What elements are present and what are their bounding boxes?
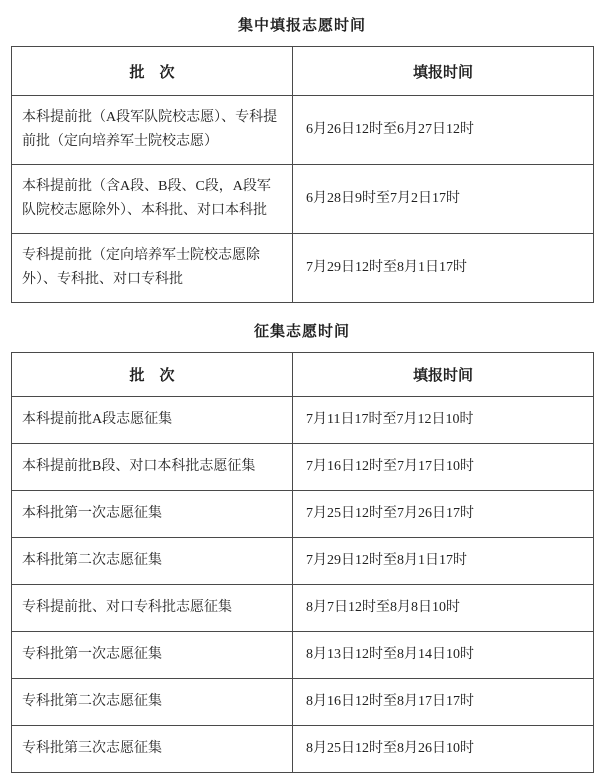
time-column-header: 填报时间 <box>293 353 594 397</box>
table-row <box>12 234 594 303</box>
collection-filling-table <box>11 352 594 773</box>
time-cell: 7月11日17时至7月12日10时 <box>293 397 594 444</box>
batch-cell: 专科批第三次志愿征集 <box>12 726 293 773</box>
header-row <box>12 47 594 96</box>
centralized-filling-title: 集中填报志愿时间 <box>237 18 366 34</box>
table-row <box>12 726 594 773</box>
table-row <box>12 585 594 632</box>
time-cell: 7月29日12时至8月1日17时 <box>293 538 594 585</box>
time-cell: 8月13日12时至8月14日10时 <box>293 632 594 679</box>
table-row <box>12 632 594 679</box>
batch-cell: 本科批第二次志愿征集 <box>12 538 293 585</box>
time-column-header: 填报时间 <box>293 47 594 96</box>
batch-cell: 专科批第二次志愿征集 <box>12 679 293 726</box>
batch-cell: 专科提前批（定向培养军士院校志愿除外）、专科批、对口专科批 <box>12 234 293 303</box>
header-row <box>12 353 594 397</box>
time-cell: 8月16日12时至8月17日17时 <box>293 679 594 726</box>
batch-column-header: 批 次 <box>12 47 293 96</box>
batch-cell: 本科提前批A段志愿征集 <box>12 397 293 444</box>
time-cell: 6月26日12时至6月27日12时 <box>293 96 594 165</box>
table-row <box>12 491 594 538</box>
centralized-filling-table <box>11 46 594 303</box>
table-row <box>12 96 594 165</box>
time-cell: 7月29日12时至8月1日17时 <box>293 234 594 303</box>
batch-cell: 本科提前批（含A段、B段、C段，A段军队院校志愿除外）、本科批、对口本科批 <box>12 165 293 234</box>
batch-cell: 本科提前批B段、对口本科批志愿征集 <box>12 444 293 491</box>
time-cell: 6月28日9时至7月2日17时 <box>293 165 594 234</box>
table-row <box>12 444 594 491</box>
table-row <box>12 538 594 585</box>
table-row <box>12 165 594 234</box>
batch-cell: 本科提前批（A段军队院校志愿）、专科提前批（定向培养军士院校志愿） <box>12 96 293 165</box>
time-cell: 8月7日12时至8月8日10时 <box>293 585 594 632</box>
batch-column-header: 批 次 <box>12 353 293 397</box>
batch-cell: 本科批第一次志愿征集 <box>12 491 293 538</box>
table-row <box>12 679 594 726</box>
time-cell: 8月25日12时至8月26日10时 <box>293 726 594 773</box>
time-cell: 7月25日12时至7月26日17时 <box>293 491 594 538</box>
batch-cell: 专科批第一次志愿征集 <box>12 632 293 679</box>
batch-cell: 专科提前批、对口专科批志愿征集 <box>12 585 293 632</box>
time-cell: 7月16日12时至7月17日10时 <box>293 444 594 491</box>
table-row <box>12 397 594 444</box>
collection-filling-title: 征集志愿时间 <box>253 324 350 340</box>
